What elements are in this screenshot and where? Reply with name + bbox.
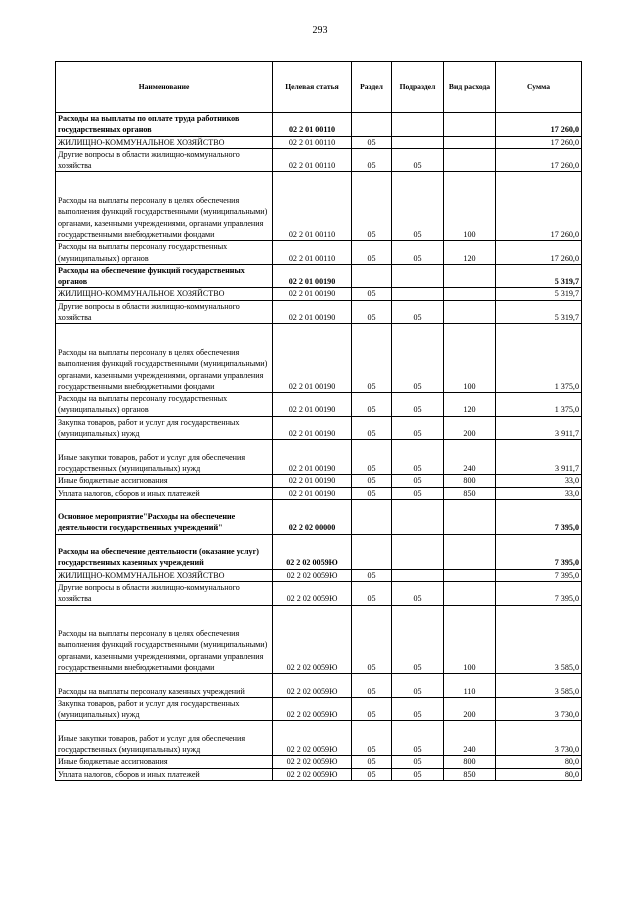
row-section-cell: 05 (352, 324, 392, 393)
table-row (56, 569, 582, 581)
row-section-cell: 05 (352, 241, 392, 265)
row-type-cell: 120 (444, 241, 496, 265)
row-section-cell: 05 (352, 300, 392, 324)
row-type-cell (444, 300, 496, 324)
row-name-cell: Расходы на выплаты персоналу в целях обеспечения выполнения функций государственными (муниципальными) органами, казенными учреждениями, органами управления государственными внебюджетными фондами (56, 605, 273, 674)
table-row (56, 534, 582, 569)
row-sum-cell: 17 260,0 (496, 148, 582, 172)
row-type-cell: 100 (444, 172, 496, 241)
table-row (56, 113, 582, 137)
row-section-cell: 05 (352, 288, 392, 300)
row-type-cell (444, 581, 496, 605)
row-sum-cell: 80,0 (496, 756, 582, 768)
row-subsection-cell (392, 113, 444, 137)
row-name-cell: Другие вопросы в области жилищно-коммунального хозяйства (56, 581, 273, 605)
row-subsection-cell: 05 (392, 475, 444, 487)
table-row (56, 721, 582, 756)
row-code-cell: 02 2 02 0059Ю (273, 674, 352, 698)
row-section-cell: 05 (352, 768, 392, 780)
row-sum-cell: 3 585,0 (496, 674, 582, 698)
header-type: Вид расхода (444, 62, 496, 113)
row-name-cell: Основное мероприятие"Расходы на обеспечение деятельности государственных учреждений" (56, 499, 273, 534)
row-section-cell: 05 (352, 172, 392, 241)
row-type-cell (444, 148, 496, 172)
row-section-cell: 05 (352, 487, 392, 499)
row-code-cell: 02 2 02 0059Ю (273, 721, 352, 756)
header-row (56, 62, 582, 113)
row-code-cell: 02 2 01 00190 (273, 475, 352, 487)
row-sum-cell: 7 395,0 (496, 569, 582, 581)
table-row (56, 136, 582, 148)
row-code-cell: 02 2 01 00190 (273, 393, 352, 417)
row-sum-cell: 3 911,7 (496, 416, 582, 440)
row-code-cell: 02 2 02 0059Ю (273, 756, 352, 768)
row-section-cell: 05 (352, 581, 392, 605)
row-name-cell: ЖИЛИЩНО-КОММУНАЛЬНОЕ ХОЗЯЙСТВО (56, 288, 273, 300)
row-section-cell: 05 (352, 440, 392, 475)
row-type-cell: 100 (444, 324, 496, 393)
row-sum-cell: 3 585,0 (496, 605, 582, 674)
row-section-cell: 05 (352, 475, 392, 487)
row-subsection-cell (392, 264, 444, 288)
row-subsection-cell (392, 499, 444, 534)
row-section-cell (352, 499, 392, 534)
row-name-cell: Закупка товаров, работ и услуг для государственных (муниципальных) нужд (56, 416, 273, 440)
row-subsection-cell (392, 569, 444, 581)
row-type-cell: 240 (444, 721, 496, 756)
row-subsection-cell: 05 (392, 721, 444, 756)
row-code-cell: 02 2 02 0059Ю (273, 605, 352, 674)
row-code-cell: 02 2 02 0059Ю (273, 768, 352, 780)
row-subsection-cell: 05 (392, 697, 444, 721)
row-name-cell: Закупка товаров, работ и услуг для государственных (муниципальных) нужд (56, 697, 273, 721)
row-code-cell: 02 2 01 00110 (273, 241, 352, 265)
row-sum-cell: 3 730,0 (496, 721, 582, 756)
table-row (56, 674, 582, 698)
row-code-cell: 02 2 01 00110 (273, 113, 352, 137)
row-code-cell: 02 2 01 00190 (273, 300, 352, 324)
row-section-cell (352, 534, 392, 569)
row-code-cell: 02 2 01 00190 (273, 487, 352, 499)
row-name-cell: Другие вопросы в области жилищно-коммунального хозяйства (56, 148, 273, 172)
row-type-cell: 800 (444, 475, 496, 487)
table-header (56, 62, 582, 113)
row-subsection-cell: 05 (392, 605, 444, 674)
table-row (56, 264, 582, 288)
header-name: Наименование (56, 62, 273, 113)
table-row (56, 288, 582, 300)
table-row (56, 499, 582, 534)
table-row (56, 416, 582, 440)
row-section-cell (352, 264, 392, 288)
row-code-cell: 02 2 01 00190 (273, 288, 352, 300)
row-sum-cell: 17 260,0 (496, 172, 582, 241)
row-subsection-cell: 05 (392, 581, 444, 605)
row-sum-cell: 80,0 (496, 768, 582, 780)
row-subsection-cell: 05 (392, 241, 444, 265)
budget-table (55, 61, 582, 781)
table-row (56, 440, 582, 475)
row-type-cell: 110 (444, 674, 496, 698)
row-section-cell: 05 (352, 697, 392, 721)
row-section-cell: 05 (352, 721, 392, 756)
table-body (56, 113, 582, 781)
row-name-cell: Иные закупки товаров, работ и услуг для обеспечения государственных (муниципальных) нужд (56, 440, 273, 475)
row-section-cell: 05 (352, 416, 392, 440)
row-subsection-cell: 05 (392, 148, 444, 172)
table-row (56, 581, 582, 605)
row-subsection-cell: 05 (392, 324, 444, 393)
row-subsection-cell (392, 136, 444, 148)
row-sum-cell: 17 260,0 (496, 113, 582, 137)
row-type-cell (444, 264, 496, 288)
table-row (56, 605, 582, 674)
row-code-cell: 02 2 01 00190 (273, 264, 352, 288)
row-type-cell: 850 (444, 768, 496, 780)
row-section-cell: 05 (352, 393, 392, 417)
row-subsection-cell: 05 (392, 440, 444, 475)
row-name-cell: Уплата налогов, сборов и иных платежей (56, 768, 273, 780)
row-section-cell (352, 113, 392, 137)
table-row (56, 697, 582, 721)
row-sum-cell: 3 911,7 (496, 440, 582, 475)
row-type-cell: 800 (444, 756, 496, 768)
row-code-cell: 02 2 01 00190 (273, 416, 352, 440)
row-code-cell: 02 2 01 00110 (273, 172, 352, 241)
table-row (56, 393, 582, 417)
row-sum-cell: 1 375,0 (496, 393, 582, 417)
row-code-cell: 02 2 02 0059Ю (273, 534, 352, 569)
row-sum-cell: 7 395,0 (496, 581, 582, 605)
row-section-cell: 05 (352, 148, 392, 172)
row-section-cell: 05 (352, 756, 392, 768)
row-sum-cell: 7 395,0 (496, 534, 582, 569)
row-name-cell: Иные бюджетные ассигнования (56, 475, 273, 487)
row-sum-cell: 17 260,0 (496, 136, 582, 148)
row-sum-cell: 3 730,0 (496, 697, 582, 721)
row-sum-cell: 33,0 (496, 487, 582, 499)
row-subsection-cell: 05 (392, 393, 444, 417)
row-name-cell: Расходы на выплаты персоналу государственных (муниципальных) органов (56, 241, 273, 265)
row-name-cell: Другие вопросы в области жилищно-коммунального хозяйства (56, 300, 273, 324)
row-type-cell: 850 (444, 487, 496, 499)
row-name-cell: Расходы на выплаты персоналу в целях обеспечения выполнения функций государственными (муниципальными) органами, казенными учреждениями, органами управления государственными внебюджетными фондами (56, 172, 273, 241)
row-name-cell: Уплата налогов, сборов и иных платежей (56, 487, 273, 499)
row-subsection-cell (392, 534, 444, 569)
row-sum-cell: 5 319,7 (496, 288, 582, 300)
row-name-cell: Расходы на выплаты по оплате труда работников государственных органов (56, 113, 273, 137)
row-code-cell: 02 2 02 0059Ю (273, 581, 352, 605)
row-code-cell: 02 2 01 00190 (273, 440, 352, 475)
row-code-cell: 02 2 01 00110 (273, 136, 352, 148)
row-section-cell: 05 (352, 136, 392, 148)
table-row (56, 768, 582, 780)
row-type-cell: 200 (444, 416, 496, 440)
table-row (56, 300, 582, 324)
table-row (56, 475, 582, 487)
row-subsection-cell: 05 (392, 674, 444, 698)
header-code: Целевая статья (273, 62, 352, 113)
row-subsection-cell: 05 (392, 416, 444, 440)
row-sum-cell: 7 395,0 (496, 499, 582, 534)
table-row (56, 172, 582, 241)
row-name-cell: Расходы на выплаты персоналу в целях обеспечения выполнения функций государственными (муниципальными) органами, казенными учреждениями, органами управления государственными внебюджетными фондами (56, 324, 273, 393)
table-row (56, 148, 582, 172)
row-type-cell (444, 136, 496, 148)
row-subsection-cell (392, 288, 444, 300)
row-subsection-cell: 05 (392, 768, 444, 780)
header-subsection: Подраздел (392, 62, 444, 113)
row-subsection-cell: 05 (392, 487, 444, 499)
row-section-cell: 05 (352, 674, 392, 698)
row-type-cell (444, 534, 496, 569)
row-type-cell: 100 (444, 605, 496, 674)
row-subsection-cell: 05 (392, 172, 444, 241)
row-code-cell: 02 2 02 0059Ю (273, 569, 352, 581)
header-section: Раздел (352, 62, 392, 113)
row-type-cell: 240 (444, 440, 496, 475)
row-type-cell (444, 499, 496, 534)
row-name-cell: Иные закупки товаров, работ и услуг для обеспечения государственных (муниципальных) нужд (56, 721, 273, 756)
row-sum-cell: 5 319,7 (496, 264, 582, 288)
table-row (56, 756, 582, 768)
row-sum-cell: 17 260,0 (496, 241, 582, 265)
row-type-cell: 200 (444, 697, 496, 721)
page-number: 293 (312, 25, 328, 36)
row-type-cell: 120 (444, 393, 496, 417)
row-type-cell (444, 569, 496, 581)
row-name-cell: Расходы на обеспечение функций государственных органов (56, 264, 273, 288)
table-row (56, 241, 582, 265)
row-sum-cell: 1 375,0 (496, 324, 582, 393)
row-sum-cell: 5 319,7 (496, 300, 582, 324)
row-name-cell: Иные бюджетные ассигнования (56, 756, 273, 768)
row-section-cell: 05 (352, 569, 392, 581)
row-code-cell: 02 2 01 00190 (273, 324, 352, 393)
row-name-cell: ЖИЛИЩНО-КОММУНАЛЬНОЕ ХОЗЯЙСТВО (56, 136, 273, 148)
row-code-cell: 02 2 02 00000 (273, 499, 352, 534)
row-subsection-cell: 05 (392, 756, 444, 768)
row-code-cell: 02 2 02 0059Ю (273, 697, 352, 721)
row-name-cell: Расходы на обеспечение деятельности (оказание услуг) государственных казенных учреждений (56, 534, 273, 569)
row-type-cell (444, 113, 496, 137)
row-code-cell: 02 2 01 00110 (273, 148, 352, 172)
row-name-cell: ЖИЛИЩНО-КОММУНАЛЬНОЕ ХОЗЯЙСТВО (56, 569, 273, 581)
row-sum-cell: 33,0 (496, 475, 582, 487)
row-subsection-cell: 05 (392, 300, 444, 324)
row-section-cell: 05 (352, 605, 392, 674)
header-sum: Сумма (496, 62, 582, 113)
table-row (56, 324, 582, 393)
row-type-cell (444, 288, 496, 300)
row-name-cell: Расходы на выплаты персоналу государственных (муниципальных) органов (56, 393, 273, 417)
row-name-cell: Расходы на выплаты персоналу казенных учреждений (56, 674, 273, 698)
table-row (56, 487, 582, 499)
